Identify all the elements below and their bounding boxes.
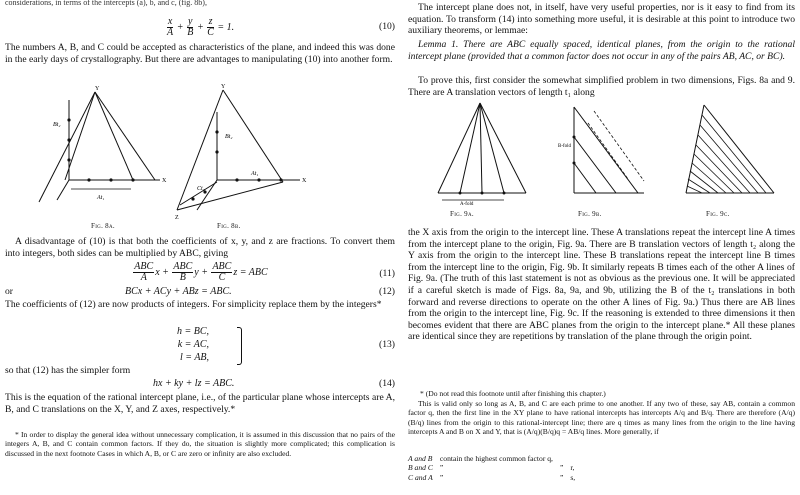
label-b-fold: B-fold	[558, 144, 572, 149]
table-cell: r,	[570, 463, 575, 473]
label-x: X	[302, 178, 307, 184]
cut-off-header-line: considerations, in terms of the intercepts (a), b, and c, (fig. 8b),	[5, 0, 207, 7]
equation-11	[5, 262, 395, 284]
label-y: Y	[221, 84, 226, 90]
footnote-left: * In order to display the general idea without unnecessary complication, it is assumed in this discussion that no pairs of the integers A, B, and C contain common factors. If they do, the situation is slightly more complicated; this complication is discussed in the next footnote Cases in which A, B, or C are zero or infinity are also excluded.	[5, 430, 395, 458]
table-row	[408, 473, 582, 482]
table-cell: ”	[439, 463, 444, 473]
label-y: Y	[95, 86, 100, 92]
common-factor-table	[408, 454, 582, 482]
figure-8a	[35, 82, 195, 222]
caption-fig-8a: Fig. 8a.	[91, 222, 115, 230]
caption-fig-9b: Fig. 9b.	[578, 210, 602, 218]
paragraph-prove: To prove this, first consider the somewhat simplified problem in two dimensions, Figs. 8a and 9. There are A translation vectors of length t₁ along	[408, 75, 795, 98]
table-cell	[560, 454, 570, 463]
equation-12	[5, 286, 395, 300]
lemma-1: Lemma 1. There are ABC equally spaced, identical planes, from the origin to the rational intercept plane (provided that a common factor does not occur in any of the pairs AB, AC, or BC).	[408, 39, 795, 62]
equation-11-number: (11)	[379, 268, 395, 279]
table-cell: s,	[570, 472, 576, 482]
table-cell: ”	[559, 463, 564, 473]
figure-8b	[175, 82, 345, 222]
caption-fig-9a: Fig. 9a.	[450, 210, 474, 218]
table-cell: ”	[439, 472, 444, 482]
footnote-right-body: This is valid only so long as A, B, and C are each prime to one another. If any two of these, say AB, contain a common factor q, then the first line in the XY plane to have rational intercepts has intercepts A/q and B/q. There are therefore (A/q)(B/q) lines from the origin to this rational-intercept line; there are q times as many lines from the origin to the line having intercepts A and B on X and Y, that is (A/q)(B/q)q = AB/q lines. More generally, if	[408, 399, 795, 437]
label-at1: At₁	[97, 195, 105, 201]
equation-12-body: BCx + ACy + ABz = ABC.	[125, 286, 232, 297]
equation-13-brace	[237, 327, 242, 365]
table-cell	[570, 454, 582, 463]
caption-fig-9c: Fig. 9c.	[706, 210, 730, 218]
label-bt2: Bt₂	[225, 134, 233, 140]
paragraph-coefficients: The coefficients of (12) are now products of integers. For simplicity replace them by the integers*	[5, 299, 382, 310]
table-cell: ”	[559, 472, 564, 482]
label-x: X	[162, 178, 167, 184]
equation-14-body: hx + ky + lz = ABC.	[153, 378, 235, 389]
label-a-fold: A-fold	[460, 202, 474, 205]
or-label: or	[5, 286, 13, 297]
caption-fig-8b: Fig. 8b.	[217, 222, 241, 230]
figure-9a	[430, 101, 530, 205]
label-ct3: Ct₃	[197, 186, 205, 192]
footnote-right-note: * (Do not read this footnote until after finishing this chapter.)	[420, 389, 606, 398]
figure-9c	[678, 101, 778, 205]
paragraph-x-axis-translations: the X axis from the origin to the intercept line. These A translations repeat the intercept line A times from the intercept plane to the origin, Fig. 9a. There are B translation vectors of length t₂ along the Y axis from the origin to the intercept line. These B translations repeat the intercept line B times from the intercept line to the origin, Fig. 9b. It similarly repeats B times each of the other A lines of Fig. 9a. (The truth of this last statement is not as obvious as the previous one. It will be appreciated if a careful sketch is made of Figs. 8a, 9a, and 9b, utilizing the B of the t₂ translations in both forward and reverse directions to operate on the other A lines of Fig. 9a.) Thus there are AB lines from the origin to the intercept line, Fig. 9c. If the reasoning is extended to three dimensions it then becomes evident that there are ABC planes from the origin to the intercept plane.* All these planes are identical since they are repetitions by translation of the plane through the origin point.	[408, 227, 795, 343]
label-bt2: Bt₂	[53, 122, 61, 128]
figure-9b	[558, 101, 648, 205]
equation-11-body: $\frac{\text{ABC}}{A}$ x + $\frac{\text{ABC}}{B}$ y + $\frac{\text{ABC}}{C}$ z = ABC	[134, 261, 268, 283]
paragraph-simpler-form: so that (12) has the simpler form	[5, 365, 131, 376]
equation-12-number: (12)	[379, 286, 395, 297]
label-at1: At₁	[251, 171, 259, 177]
paragraph-rational-intercept: This is the equation of the rational intercept plane, i.e., of the particular plane whose intercepts are A, B, and C translations on the X, Y, and Z axes, respectively.*	[5, 392, 395, 415]
table-cell: A and B	[408, 454, 433, 463]
table-row	[408, 454, 582, 463]
table-cell: B and C	[408, 463, 433, 473]
equation-13-number: (13)	[379, 339, 395, 350]
table-cell: C and A	[408, 472, 433, 482]
equation-13	[5, 325, 395, 365]
paragraph-intercept-plane: The intercept plane does not, in itself, have very useful properties, nor is it easy to find from its equation. To transform (14) into something more useful, it is desirable at this point to introduce two auxiliary theorems, or lemmae:	[408, 2, 795, 37]
equation-10	[5, 17, 395, 36]
paragraph-disadvantage: A disadvantage of (10) is that both the coefficients of x, y, and z are fractions. To convert them into integers, both sides can be multiplied by ABC, giving	[5, 236, 395, 259]
equation-13-body: h = BC, k = AC, l = AB,	[177, 326, 210, 363]
table-cell: contain the highest common factor q,	[439, 454, 553, 463]
table-row	[408, 463, 582, 472]
equation-10-number: (10)	[379, 21, 395, 32]
label-z: Z	[175, 215, 179, 221]
equation-14-number: (14)	[379, 378, 395, 389]
paragraph-characteristics: The numbers A, B, and C could be accepted as characteristics of the plane, and indeed this was done in the early days of crystallography. But there are advantages to manipulating (10) into another form.	[5, 42, 395, 65]
equation-10-body: $\frac{x}{A}$ + $\frac{y}{B}$ + $\frac{z}{C}$ = 1.	[167, 16, 235, 38]
equation-14	[5, 378, 395, 392]
